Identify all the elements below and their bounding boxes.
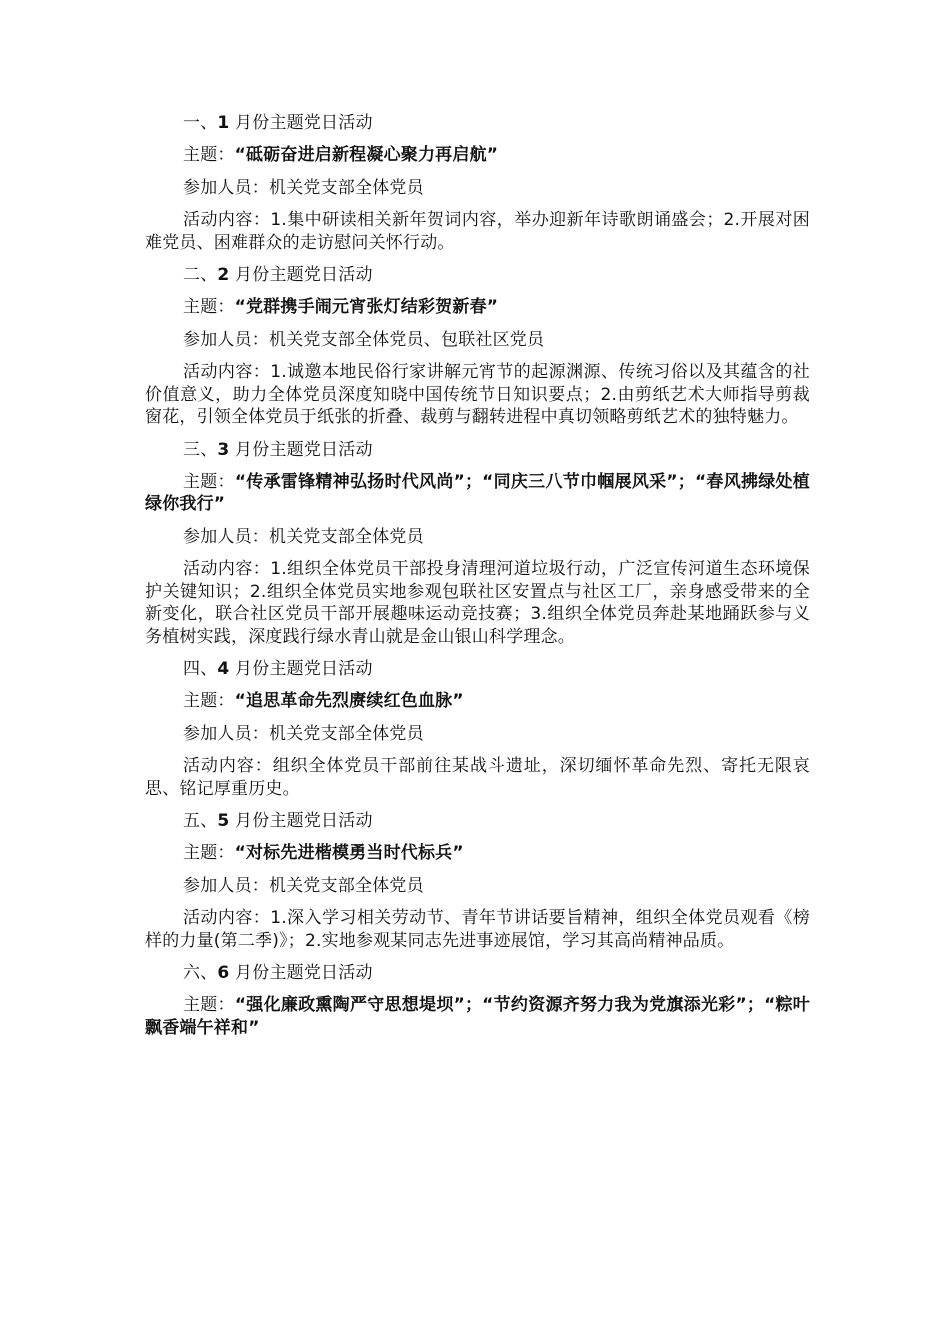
participants-label: 参加人员： [183, 177, 269, 198]
participants-label: 参加人员： [183, 329, 269, 350]
content-label: 活动内容： [183, 362, 271, 382]
section-participants [145, 329, 810, 352]
theme-value: “追思革命先烈赓续红色血脉” [234, 691, 464, 711]
participants-value: 机关党支部全体党员 [269, 875, 424, 896]
heading-prefix: 一、 [183, 113, 218, 133]
heading-month-number: 6 [217, 963, 230, 983]
participants-label: 参加人员： [183, 875, 269, 896]
content-label: 活动内容： [183, 908, 271, 928]
theme-label: 主题： [183, 995, 235, 1015]
heading-text: 月份主题党日活动 [235, 113, 373, 133]
theme-label: 主题： [183, 471, 235, 492]
section-theme [145, 842, 810, 865]
content-value: 组织全体党员干部前往某战斗遗址，深切缅怀革命先烈、寄托无限哀思、铭记厚重历史。 [145, 756, 811, 799]
content-value: 1.组织全体党员干部投身清理河道垃圾行动，广泛宣传河道生态环境保护关键知识；2.组织全体党员实地参观包联社区安置点与社区工厂，亲身感受带来的全新变化，联合社区党员干部开展趣味运动竞技赛；3.组织全体党员奔赴某地踊跃参与义务植树实践，深度践行绿水青山就是金山银山科学理念。 [145, 559, 810, 647]
section-heading [145, 658, 810, 681]
content-value: 1.诚邀本地民俗行家讲解元宵节的起源渊源、传统习俗以及其蕴含的社价值意义，助力全体党员深度知晓中国传统节日知识要点；2.由剪纸艺术大师指导剪裁窗花，引领全体党员于纸张的折叠、裁剪与翻转进程中真切领略剪纸艺术的独特魅力。 [145, 362, 810, 427]
section-participants [145, 526, 810, 549]
heading-month-number: 1 [217, 113, 230, 133]
heading-prefix: 三、 [183, 439, 218, 460]
document-page [145, 112, 810, 1049]
participants-value: 机关党支部全体党员、包联社区党员 [269, 329, 545, 350]
content-label: 活动内容： [183, 210, 271, 230]
theme-label: 主题： [183, 691, 235, 711]
content-label: 活动内容： [183, 559, 271, 579]
theme-value: “强化廉政熏陶严守思想堤坝”；“节约资源齐努力我为党旗添光彩”；“粽叶飘香端午祥和” [145, 995, 810, 1038]
section-heading [145, 810, 810, 833]
participants-value: 机关党支部全体党员 [269, 177, 424, 198]
participants-value: 机关党支部全体党员 [269, 526, 424, 547]
participants-label: 参加人员： [183, 526, 269, 547]
heading-text: 月份主题党日活动 [235, 439, 373, 460]
section-content [145, 209, 810, 254]
heading-prefix: 四、 [183, 659, 218, 679]
content-label: 活动内容： [183, 756, 273, 776]
participants-label: 参加人员： [183, 723, 269, 744]
section-content [145, 558, 810, 648]
heading-prefix: 二、 [183, 265, 218, 285]
theme-label: 主题： [183, 145, 235, 165]
section-participants [145, 177, 810, 200]
section-content [145, 907, 810, 952]
theme-label: 主题： [183, 297, 235, 317]
section-heading [145, 112, 810, 135]
theme-value: “党群携手闹元宵张灯结彩贺新春” [234, 297, 499, 317]
section-theme [145, 144, 810, 167]
section-participants [145, 875, 810, 898]
heading-text: 月份主题党日活动 [235, 811, 373, 831]
section-heading [145, 962, 810, 985]
section-theme [145, 690, 810, 713]
section-participants [145, 723, 810, 746]
content-value: 1.深入学习相关劳动节、青年节讲话要旨精神，组织全体党员观看《榜样的力量(第二季)》；2.实地参观某同志先进事迹展馆，学习其高尚精神品质。 [145, 908, 810, 951]
heading-month-number: 4 [217, 659, 230, 679]
heading-text: 月份主题党日活动 [235, 963, 373, 983]
section-theme [145, 296, 810, 319]
theme-value: “砥砺奋进启新程凝心聚力再启航” [234, 145, 499, 165]
content-value: 1.集中研读相关新年贺词内容，举办迎新年诗歌朗诵盛会；2.开展对困难党员、困难群众的走访慰问关怀行动。 [145, 210, 811, 253]
heading-month-number: 3 [217, 439, 230, 460]
section-heading [145, 439, 810, 462]
section-content [145, 361, 810, 429]
heading-prefix: 五、 [183, 811, 218, 831]
participants-value: 机关党支部全体党员 [269, 723, 424, 744]
heading-month-number: 2 [217, 265, 230, 285]
section-theme [145, 994, 810, 1039]
heading-month-number: 5 [217, 811, 230, 831]
theme-value: “传承雷锋精神弘扬时代风尚”；“同庆三八节巾帼展风采”；“春风拂绿处植绿你我行” [145, 471, 810, 514]
section-theme [145, 471, 810, 516]
heading-prefix: 六、 [183, 963, 218, 983]
section-content [145, 755, 810, 800]
theme-value: “对标先进楷模勇当时代标兵” [234, 843, 464, 863]
theme-label: 主题： [183, 843, 235, 863]
heading-text: 月份主题党日活动 [235, 659, 373, 679]
section-heading [145, 264, 810, 287]
heading-text: 月份主题党日活动 [235, 265, 373, 285]
